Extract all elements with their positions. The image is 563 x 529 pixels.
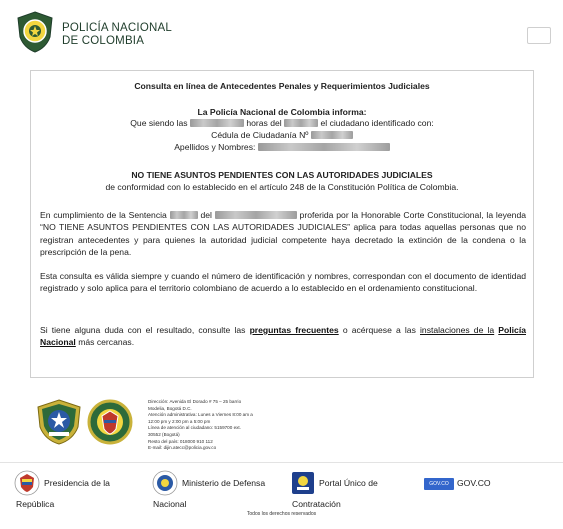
govco-link[interactable]: GOV.CO — [457, 478, 491, 488]
contact-line: Línea de atención al ciudadano: 5159700 ext. — [148, 425, 241, 431]
policia-seal-icon — [87, 399, 133, 445]
dijin-seal-icon — [36, 399, 82, 445]
contact-line: Modelia, Bogotá D.C. — [148, 405, 192, 411]
mindefensa-link-2[interactable]: Nacional — [153, 499, 187, 509]
logo-line-2: DE COLOMBIA — [62, 35, 145, 47]
p3-text-b: o acérquese a las — [342, 325, 416, 335]
contact-line: Dirección: Avenida El Dorado # 75 – 25 barrio — [148, 399, 242, 404]
p1-text-b: del — [200, 210, 212, 220]
result-legal-basis: de conformidad con lo establecido en el artículo 248 de la Constitución Política de Colombia. — [105, 182, 459, 192]
names-line — [31, 142, 533, 153]
mindefensa-icon[interactable] — [152, 470, 178, 496]
redacted-sentence — [170, 211, 198, 219]
contact-line: 30552 (Bogotá) — [148, 431, 180, 437]
redacted-date — [284, 119, 318, 127]
informa-heading: La Policía Nacional de Colombia informa: — [197, 107, 367, 117]
p1-text-a: En cumplimiento de la Sentencia — [40, 210, 167, 220]
contratacion-link-2[interactable]: Contratación — [292, 499, 341, 509]
colombia-compra-icon[interactable] — [291, 471, 315, 495]
redacted-time — [190, 119, 244, 127]
policia-shield-icon[interactable] — [15, 11, 55, 53]
contact-line: Atención administrativa: Lunes a Viernes 8:00 am a — [148, 412, 253, 418]
help-paragraph — [40, 324, 526, 349]
presidencia-link[interactable] — [44, 478, 110, 489]
mindefensa-link[interactable]: Ministerio de Defensa — [182, 478, 266, 488]
menu-toggle-button[interactable] — [527, 27, 551, 44]
contact-email[interactable]: E-mail: dijin.atecc@policia.gov.co — [148, 445, 217, 451]
time-date-line — [31, 118, 533, 129]
presidencia-link-2[interactable]: República — [16, 499, 55, 509]
line1-suffix: el ciudadano identificado con: — [320, 118, 434, 128]
redacted-names — [258, 143, 390, 151]
contact-info — [148, 399, 253, 452]
result-card — [30, 70, 534, 378]
copyright-text: Todos los derechos reservados — [246, 511, 317, 517]
presidencia-label-1: Presidencia de la — [44, 478, 110, 488]
policia-link[interactable]: Policía Nacional — [40, 325, 526, 348]
names-label: Apellidos y Nombres: — [174, 142, 256, 152]
redacted-sentence-date — [215, 211, 297, 219]
sentence-paragraph — [40, 209, 526, 259]
page-title: Consulta en línea de Antecedentes Penales y Requerimientos Judiciales — [134, 81, 430, 91]
cedula-label: Cédula de Ciudadanía Nº — [211, 130, 309, 140]
p3-text-a: Si tiene alguna duda con el resultado, consulte las — [40, 325, 246, 335]
line1-prefix: Que siendo las — [130, 118, 188, 128]
site-logo-title[interactable] — [62, 22, 172, 48]
p1-text-c: proferida por la Honorable Corte Constitucional, la leyenda “NO TIENE ASUNTOS PENDIENTES CON LAS AUTORIDADES JUDICIALES” aplica para todas aquellas personas que no registran antecedentes y para quienes la autoridad judicial competente haya decretado la extinción de la condena o la prescripción de la pena. — [40, 210, 527, 258]
govco-badge-icon[interactable]: GOV.CO — [424, 478, 454, 490]
validity-paragraph: Esta consulta es válida siempre y cuando el número de identificación y nombres, correspondan con el documento de identidad registrado y solo aplica para el territorio colombiano de acuerdo a lo establecido en el ordenamiento constitucional. — [40, 271, 526, 294]
contratacion-link[interactable]: Portal Único de — [319, 478, 378, 488]
line1-hours: horas del — [246, 118, 282, 128]
presidencia-icon[interactable] — [14, 470, 40, 496]
site-header — [0, 0, 563, 66]
logo-line-1: POLICÍA NACIONAL — [62, 22, 172, 34]
contact-line: 12:00 pm y 2:00 pm a 5:00 pm — [148, 418, 211, 424]
redacted-id-number — [311, 131, 353, 139]
footer-divider — [0, 462, 563, 463]
contact-line: Resto del país: 018000 910 112 — [148, 438, 213, 444]
offices-link[interactable]: instalaciones de la — [420, 325, 495, 335]
faq-link[interactable]: preguntas frecuentes — [249, 325, 339, 335]
id-line — [31, 130, 533, 141]
p3-text-c: más cercanas. — [78, 337, 135, 348]
result-status: NO TIENE ASUNTOS PENDIENTES CON LAS AUTORIDADES JUDICIALES — [131, 170, 433, 180]
